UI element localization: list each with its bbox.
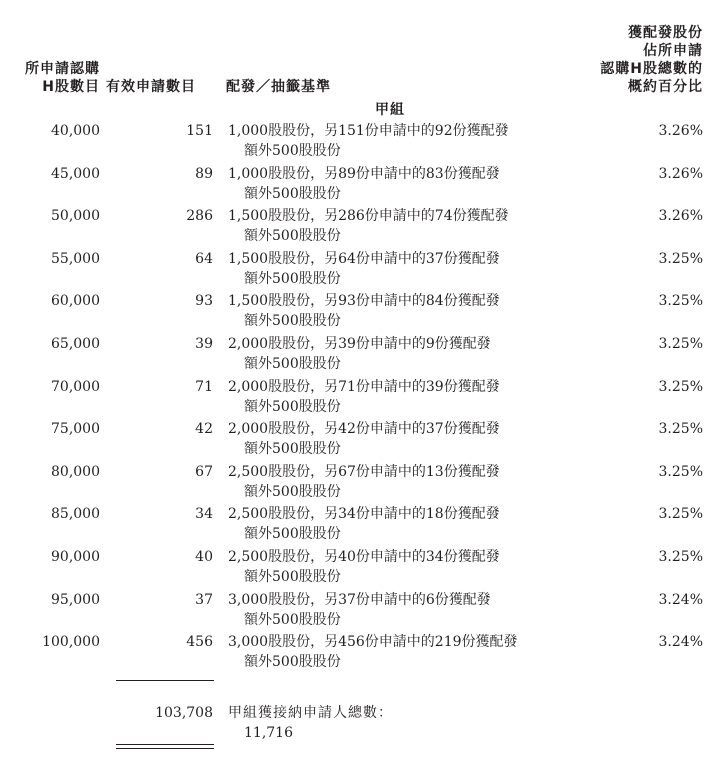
applied-shares-cell: 50,000 <box>51 208 100 225</box>
applied-shares-cell: 95,000 <box>51 591 100 608</box>
valid-applications-cell: 40 <box>195 549 213 565</box>
valid-applications-cell: 42 <box>195 421 213 438</box>
header-percent-line-1: 獲配發股份 <box>628 25 703 41</box>
applied-shares-cell: 85,000 <box>51 506 100 523</box>
valid-applications-cell: 34 <box>195 506 213 523</box>
table-row <box>0 164 727 204</box>
header-percent-line-2: 佔所申請 <box>643 43 703 59</box>
allocation-basis-line-1: 1,500股股份，另64份申請中的37份獲配發 <box>228 250 500 267</box>
valid-applications-cell: 93 <box>195 293 213 310</box>
table-row <box>0 334 727 374</box>
allocation-basis-line-1: 3,000股股份，另37份申請中的6份獲配發 <box>228 591 491 608</box>
allocation-basis-line-1: 2,000股股份，另71份申請中的39份獲配發 <box>228 378 500 395</box>
approx-percentage-cell: 3.24% <box>658 591 703 608</box>
total-double-rule-top <box>116 744 214 745</box>
table-row <box>0 377 727 417</box>
table-row <box>0 291 727 331</box>
allocation-basis-line-1: 3,000股股份，另456份申請中的219份獲配發 <box>228 634 518 651</box>
allocation-basis-line-1: 1,500股股份，另286份申請中的74份獲配發 <box>228 208 509 225</box>
header-applied-line-2: H股數目 <box>42 79 100 95</box>
table-row <box>0 504 727 544</box>
header-percent-line-4: 概約百分比 <box>628 79 703 95</box>
approx-percentage-cell: 3.25% <box>658 250 703 267</box>
valid-applications-cell: 67 <box>195 463 213 480</box>
approx-percentage-cell: 3.26% <box>658 208 703 225</box>
allocation-basis-line-1: 2,500股股份，另67份申請中的13份獲配發 <box>228 463 500 480</box>
valid-applications-cell: 89 <box>195 165 213 182</box>
table-row <box>0 249 727 289</box>
applied-shares-cell: 80,000 <box>51 463 100 480</box>
valid-applications-cell: 39 <box>195 336 213 352</box>
table-row <box>0 462 727 502</box>
applied-shares-cell: 40,000 <box>51 123 100 139</box>
table-row <box>0 121 727 161</box>
total-label: 甲組獲接納申請人總數： <box>228 705 393 721</box>
approx-percentage-cell: 3.26% <box>658 123 703 139</box>
total-valid-applications: 103,708 <box>155 705 213 721</box>
valid-applications-cell: 151 <box>186 123 213 139</box>
applied-shares-cell: 55,000 <box>51 250 100 267</box>
allocation-basis-line-1: 1,000股股份，另151份申請中的92份獲配發 <box>228 123 509 139</box>
allocation-basis-line-2: 額外500股股份 <box>244 398 341 415</box>
header-applied-shares <box>25 60 100 96</box>
table-row <box>0 590 727 630</box>
allocation-basis-line-1: 2,000股股份，另39份申請中的9份獲配發 <box>228 336 491 352</box>
applied-shares-cell: 45,000 <box>51 165 100 182</box>
approx-percentage-cell: 3.26% <box>658 165 703 182</box>
allocation-basis-line-2: 額外500股股份 <box>244 356 341 372</box>
applied-shares-cell: 90,000 <box>51 549 100 565</box>
valid-applications-cell: 456 <box>186 634 213 651</box>
approx-percentage-cell: 3.25% <box>658 378 703 395</box>
group-label: 甲組 <box>375 102 405 118</box>
allocation-basis-line-2: 額外500股股份 <box>244 185 341 202</box>
allocation-basis-line-1: 2,500股股份，另40份申請中的34份獲配發 <box>228 549 500 565</box>
header-allocation-basis: 配發／抽籤基準 <box>226 79 331 95</box>
table-row <box>0 206 727 246</box>
valid-applications-cell: 37 <box>195 591 213 608</box>
table-row <box>0 547 727 587</box>
approx-percentage-cell: 3.25% <box>658 421 703 438</box>
allocation-basis-line-2: 額外500股股份 <box>244 270 341 287</box>
allocation-basis-line-1: 1,500股股份，另93份申請中的84份獲配發 <box>228 293 500 310</box>
allocation-basis-line-2: 額外500股股份 <box>244 611 341 628</box>
allocation-basis-line-2: 額外500股股份 <box>244 441 341 458</box>
allocation-basis-line-2: 額外500股股份 <box>244 143 341 159</box>
approx-percentage-cell: 3.25% <box>658 506 703 523</box>
valid-applications-cell: 286 <box>186 208 213 225</box>
header-percent-line-3: 認購H股總數的 <box>600 61 703 77</box>
allocation-basis-line-2: 額外500股股份 <box>244 228 341 245</box>
allocation-basis-line-2: 額外500股股份 <box>244 313 341 330</box>
header-approx-percentage <box>600 24 703 96</box>
approx-percentage-cell: 3.25% <box>658 463 703 480</box>
allocation-basis-line-1: 1,000股股份，另89份申請中的83份獲配發 <box>228 165 500 182</box>
subtotal-rule <box>116 680 214 681</box>
header-valid-applications: 有效申請數目 <box>106 79 196 95</box>
header-applied-line-1: 所申請認購 <box>25 61 100 77</box>
allocation-basis-line-1: 2,000股股份，另42份申請中的37份獲配發 <box>228 421 500 438</box>
approx-percentage-cell: 3.24% <box>658 634 703 651</box>
approx-percentage-cell: 3.25% <box>658 336 703 352</box>
total-applicant-count: 11,716 <box>244 725 293 741</box>
approx-percentage-cell: 3.25% <box>658 549 703 565</box>
allocation-basis-line-2: 額外500股股份 <box>244 526 341 543</box>
allocation-basis-line-1: 2,500股股份，另34份申請中的18份獲配發 <box>228 506 500 523</box>
table-row <box>0 419 727 459</box>
table-row <box>0 632 727 672</box>
allocation-basis-line-2: 額外500股股份 <box>244 483 341 500</box>
applied-shares-cell: 65,000 <box>51 336 100 352</box>
valid-applications-cell: 71 <box>195 378 213 395</box>
applied-shares-cell: 60,000 <box>51 293 100 310</box>
applied-shares-cell: 100,000 <box>42 634 100 651</box>
total-double-rule-bottom <box>116 748 214 749</box>
allocation-basis-line-2: 額外500股股份 <box>244 569 341 585</box>
applied-shares-cell: 75,000 <box>51 421 100 438</box>
applied-shares-cell: 70,000 <box>51 378 100 395</box>
allocation-basis-line-2: 額外500股股份 <box>244 654 341 671</box>
approx-percentage-cell: 3.25% <box>658 293 703 310</box>
valid-applications-cell: 64 <box>195 250 213 267</box>
